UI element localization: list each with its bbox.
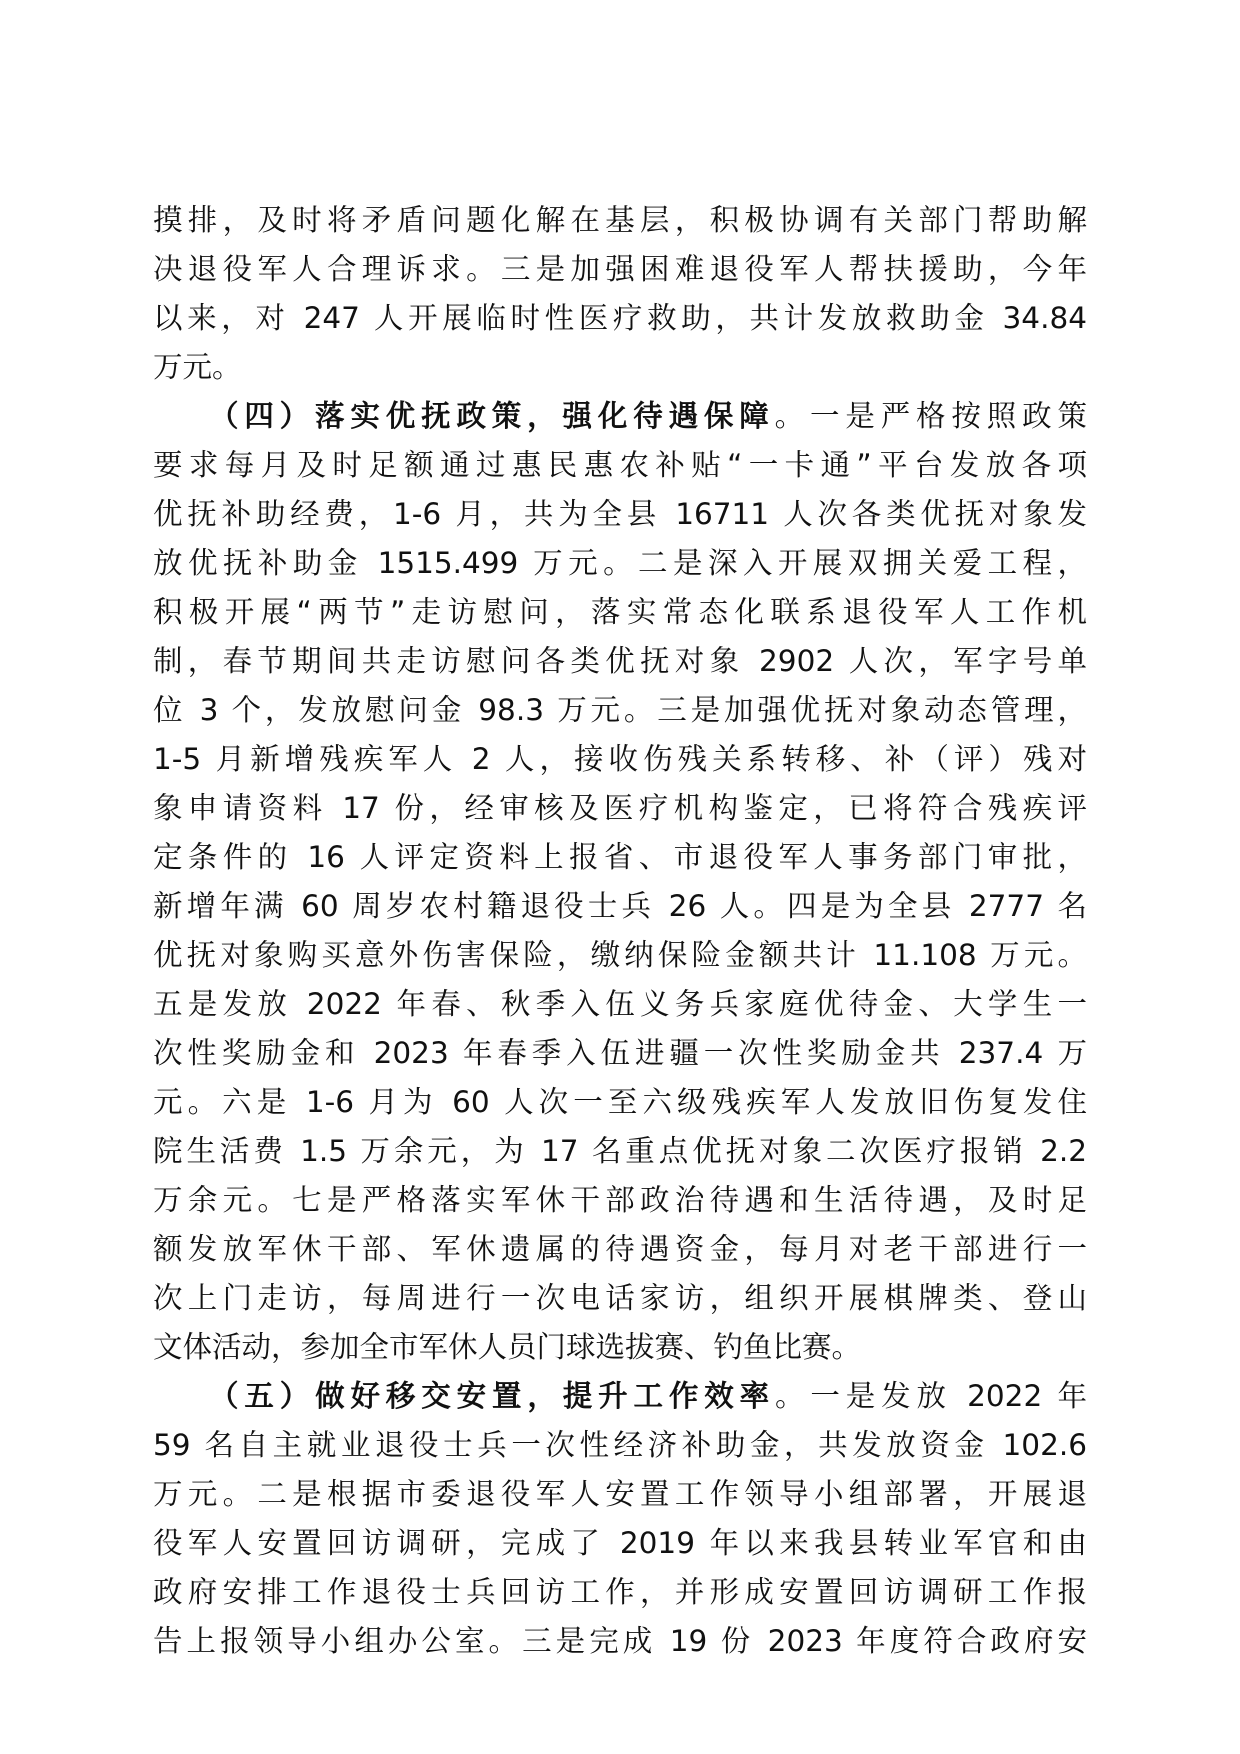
text-segment: 新增年满 60 周岁农村籍退役士兵 26 人。四是为全县 2777 名 — [153, 889, 1087, 923]
text-line — [153, 490, 1087, 539]
text-segment: 告上报领导小组办公室。三是完成 19 份 2023 年度符合政府安 — [153, 1624, 1087, 1658]
text-line — [153, 637, 1087, 686]
text-line — [153, 588, 1087, 637]
text-segment: 优抚补助经费，1-6 月，共为全县 16711 人次各类优抚对象发 — [153, 497, 1087, 531]
text-segment: 积极开展“两节”走访慰问，落实常态化联系退役军人工作机 — [153, 595, 1087, 629]
text-line — [153, 1421, 1087, 1470]
text-line — [153, 735, 1087, 784]
text-line — [153, 1029, 1087, 1078]
text-line — [153, 833, 1087, 882]
text-line — [153, 245, 1087, 294]
text-line — [153, 1323, 1087, 1372]
text-line — [153, 1568, 1087, 1617]
text-segment: 额发放军休干部、军休遗属的待遇资金，每月对老干部进行一 — [153, 1232, 1087, 1266]
text-segment: 摸排，及时将矛盾问题化解在基层，积极协调有关部门帮助解 — [153, 203, 1087, 237]
text-line — [153, 980, 1087, 1029]
text-line — [153, 196, 1087, 245]
text-line — [153, 784, 1087, 833]
text-segment: 万元。 — [153, 350, 242, 384]
text-line — [153, 1176, 1087, 1225]
text-segment: 次上门走访，每周进行一次电话家访，组织开展棋牌类、登山 — [153, 1281, 1087, 1315]
text-line — [153, 1519, 1087, 1568]
text-segment: 放优抚补助金 1515.499 万元。二是深入开展双拥关爱工程， — [153, 546, 1087, 580]
text-segment: 五是发放 2022 年春、秋季入伍义务兵家庭优待金、大学生一 — [153, 987, 1087, 1021]
text-line — [153, 686, 1087, 735]
text-segment: 59 名自主就业退役士兵一次性经济补助金，共发放资金 102.6 — [153, 1428, 1087, 1462]
text-line — [153, 1127, 1087, 1176]
text-segment: 决退役军人合理诉求。三是加强困难退役军人帮扶援助，今年 — [153, 252, 1087, 286]
text-segment: 以来，对 247 人开展临时性医疗救助，共计发放救助金 34.84 — [153, 301, 1087, 335]
text-segment: 要求每月及时足额通过惠民惠农补贴“一卡通”平台发放各项 — [153, 448, 1087, 482]
text-segment: 。一是发放 2022 年 — [775, 1379, 1087, 1413]
text-line — [153, 1617, 1087, 1666]
text-line — [153, 882, 1087, 931]
text-segment: 元。六是 1-6 月为 60 人次一至六级残疾军人发放旧伤复发住 — [153, 1085, 1087, 1119]
text-segment: 优抚对象购买意外伤害保险，缴纳保险金额共计 11.108 万元。 — [153, 938, 1087, 972]
text-line — [153, 931, 1087, 980]
text-segment: 位 3 个，发放慰问金 98.3 万元。三是加强优抚对象动态管理， — [153, 693, 1087, 727]
text-segment: 象申请资料 17 份，经审核及医疗机构鉴定，已将符合残疾评 — [153, 791, 1087, 825]
text-segment: 万余元。七是严格落实军休干部政治待遇和生活待遇，及时足 — [153, 1183, 1087, 1217]
text-segment: 次性奖励金和 2023 年春季入伍进疆一次性奖励金共 237.4 万 — [153, 1036, 1087, 1070]
text-segment: 政府安排工作退役士兵回访工作，并形成安置回访调研工作报 — [153, 1575, 1087, 1609]
text-line — [153, 539, 1087, 588]
text-segment: 1-5 月新增残疾军人 2 人，接收伤残关系转移、补（评）残对 — [153, 742, 1087, 776]
text-line — [153, 1274, 1087, 1323]
text-segment: 定条件的 16 人评定资料上报省、市退役军人事务部门审批， — [153, 840, 1087, 874]
body-text — [153, 196, 1087, 1666]
section-heading: （四）落实优抚政策，强化待遇保障 — [153, 399, 775, 433]
text-segment: 役军人安置回访调研，完成了 2019 年以来我县转业军官和由 — [153, 1526, 1087, 1560]
text-segment: 万元。二是根据市委退役军人安置工作领导小组部署，开展退 — [153, 1477, 1087, 1511]
text-line — [153, 294, 1087, 343]
text-line — [153, 1225, 1087, 1274]
text-line — [153, 1372, 1087, 1421]
text-line — [153, 343, 1087, 392]
text-line — [153, 441, 1087, 490]
text-segment: 文体活动，参加全市军休人员门球选拔赛、钓鱼比赛。 — [153, 1330, 862, 1364]
text-line — [153, 392, 1087, 441]
section-heading: （五）做好移交安置，提升工作效率 — [153, 1379, 776, 1413]
text-segment: 院生活费 1.5 万余元，为 17 名重点优抚对象二次医疗报销 2.2 — [153, 1134, 1087, 1168]
text-line — [153, 1470, 1087, 1519]
text-segment: 。一是严格按照政策 — [774, 399, 1087, 433]
text-line — [153, 1078, 1087, 1127]
text-segment: 制，春节期间共走访慰问各类优抚对象 2902 人次，军字号单 — [153, 644, 1087, 678]
